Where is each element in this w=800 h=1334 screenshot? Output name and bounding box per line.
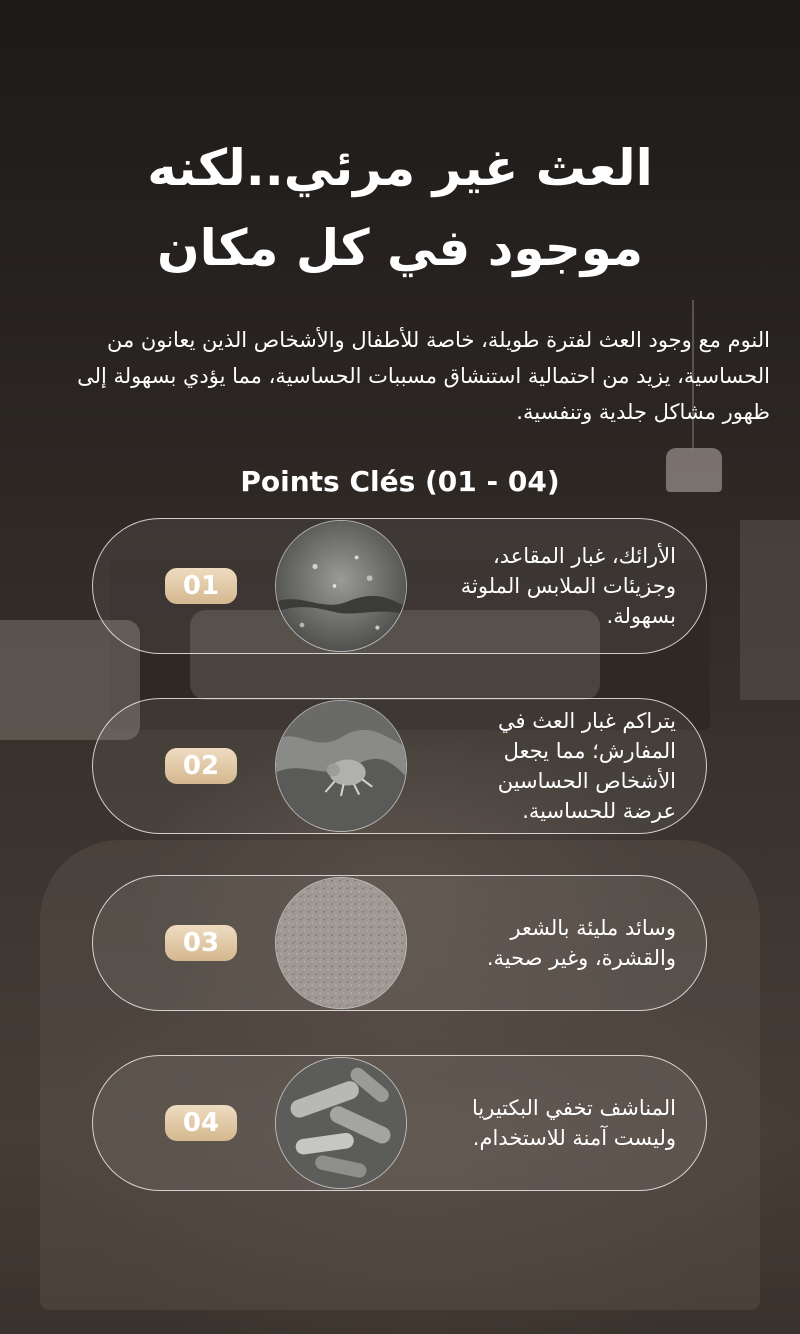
title-line-1: العث غير مرئي..لكنه bbox=[147, 139, 653, 197]
point-card-03 bbox=[92, 875, 707, 1011]
title-line-2: موجود في كل مكان bbox=[156, 219, 644, 277]
point-card-02 bbox=[92, 698, 707, 834]
point-card-01 bbox=[92, 518, 707, 654]
pillow-texture-picture bbox=[276, 878, 406, 1008]
intro-paragraph: النوم مع وجود العث لفترة طويلة، خاصة للأطفال والأشخاص الذين يعانون من الحساسية، يزيد من احتمالية استنشاق مسببات الحساسية، مما يؤدي بسهولة إلى ظهور مشاكل جلدية وتنفسية. bbox=[77, 328, 770, 424]
section-heading: Points Clés (01 - 04) bbox=[240, 465, 560, 498]
background-sideboard bbox=[740, 520, 800, 700]
bacteria-image bbox=[275, 1057, 407, 1189]
dust-surface-image bbox=[275, 520, 407, 652]
point-text-wrapper bbox=[423, 1056, 676, 1190]
point-text: المناشف تخفي البكتيريا وليست آمنة للاستخدام. bbox=[472, 1096, 676, 1150]
point-text-wrapper bbox=[423, 876, 676, 1010]
point-number-badge: 02 bbox=[165, 748, 237, 784]
point-text: الأرائك، غبار المقاعد، وجزيئات الملابس الملوثة بسهولة. bbox=[460, 544, 676, 628]
pillow-texture-image bbox=[275, 877, 407, 1009]
bacteria-picture bbox=[276, 1058, 406, 1188]
point-text: يتراكم غبار العث في المفارش؛ مما يجعل الأشخاص الحساسين عرضة للحساسية. bbox=[497, 709, 676, 823]
point-text: وسائد مليئة بالشعر والقشرة، وغير صحية. bbox=[486, 916, 676, 970]
point-text-wrapper bbox=[423, 699, 676, 833]
point-card-04 bbox=[92, 1055, 707, 1191]
point-number-badge: 04 bbox=[165, 1105, 237, 1141]
page-title bbox=[40, 128, 760, 288]
point-number-badge: 03 bbox=[165, 925, 237, 961]
dust-surface-picture bbox=[276, 521, 406, 651]
dust-mite-image bbox=[275, 700, 407, 832]
point-number-badge: 01 bbox=[165, 568, 237, 604]
point-text-wrapper bbox=[423, 519, 676, 653]
dust-mite-picture bbox=[276, 701, 406, 831]
